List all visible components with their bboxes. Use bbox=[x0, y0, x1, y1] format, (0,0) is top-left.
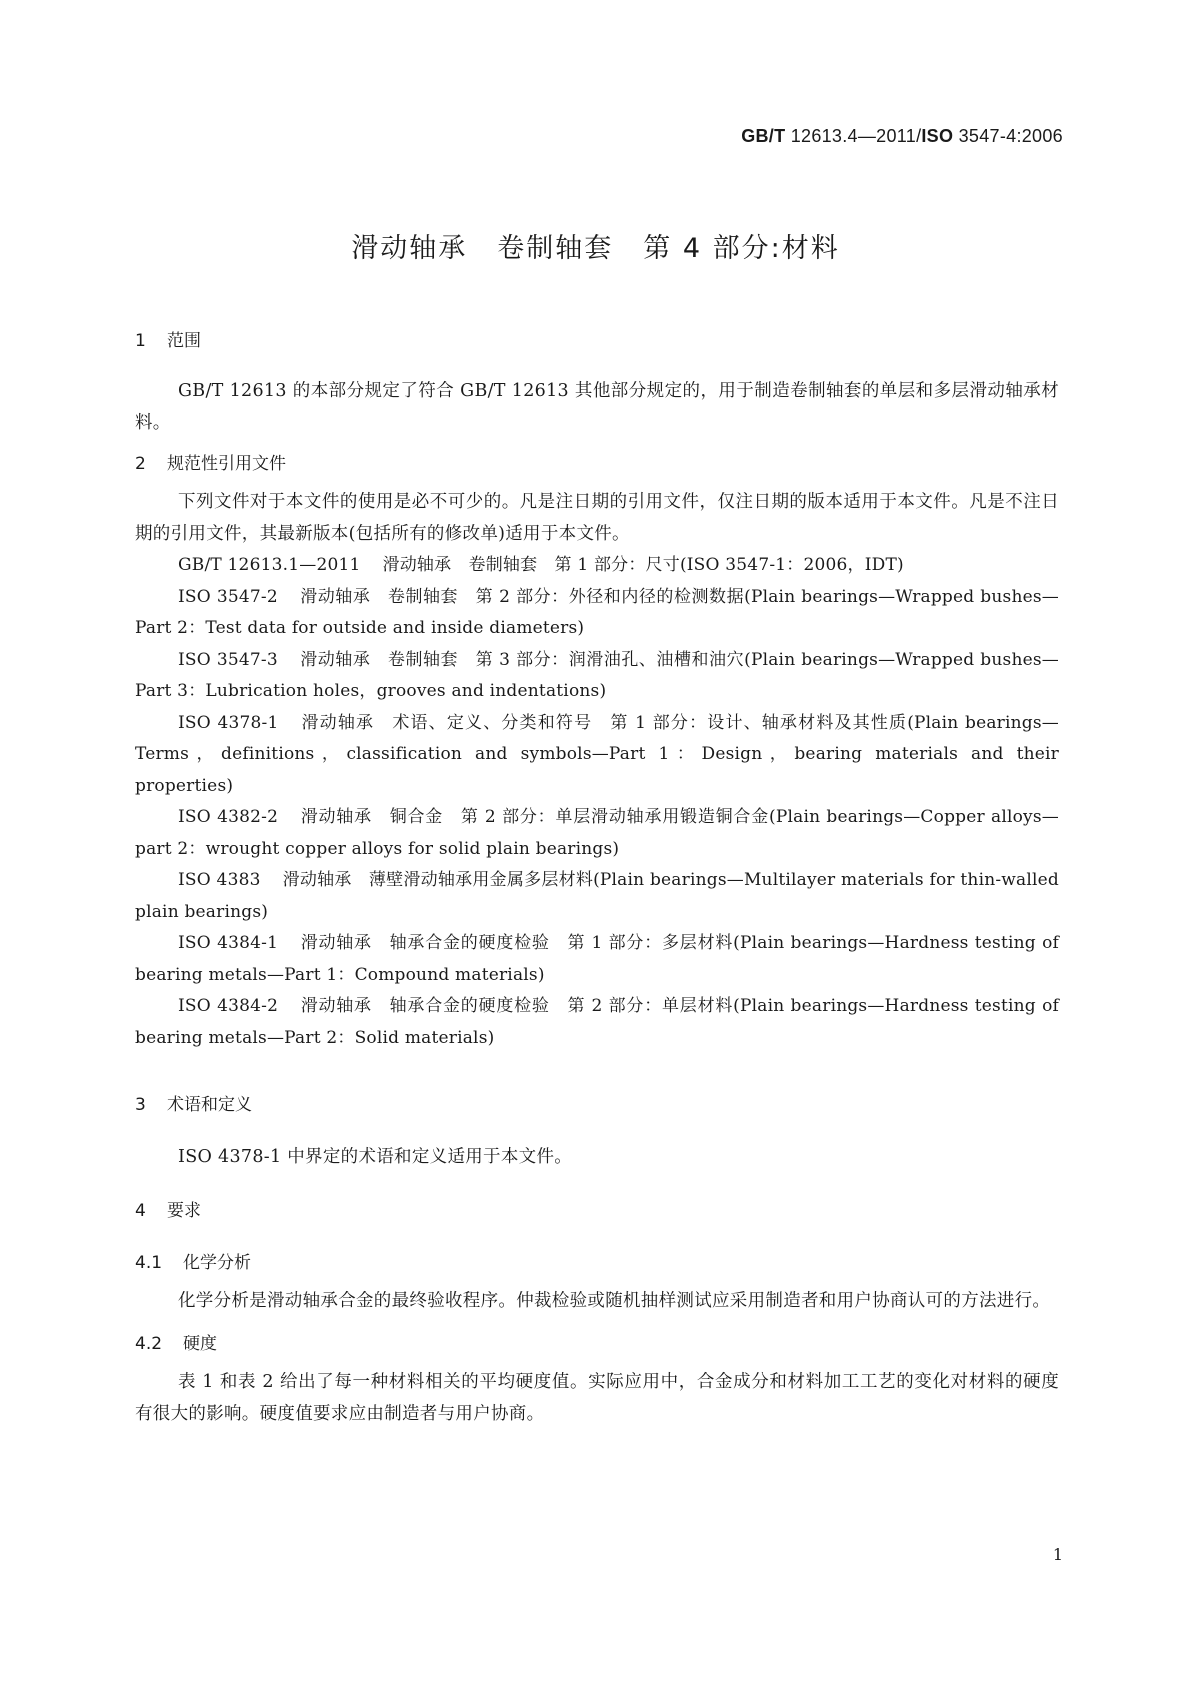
gb-number: 12613.4—2011/ bbox=[785, 126, 922, 146]
reference-item: ISO 4384-2 滑动轴承 轴承合金的硬度检验 第 2 部分：单层材料(Plain bearings—Hardness testing of bearing metals—Part 2：Solid materials) bbox=[135, 996, 1060, 1048]
iso-number: 3547-4:2006 bbox=[953, 126, 1063, 146]
reference-item: ISO 3547-2 滑动轴承 卷制轴套 第 2 部分：外径和内径的检测数据(Plain bearings—Wrapped bushes—Part 2：Test data for outside and inside diameters) bbox=[135, 586, 1059, 638]
reference-item: ISO 4383 滑动轴承 薄壁滑动轴承用金属多层材料(Plain bearings—Multilayer materials for thin-walled plain bearings) bbox=[135, 870, 1059, 922]
document-body bbox=[135, 328, 1059, 1430]
section-3-heading: 3 术语和定义 bbox=[135, 1095, 252, 1115]
section-4-1-text: 化学分析是滑动轴承合金的最终验收程序。仲裁检验或随机抽样测试应采用制造者和用户协商认可的方法进行。 bbox=[178, 1290, 1051, 1311]
section-1-heading: 1 范围 bbox=[135, 331, 201, 351]
iso-prefix: ISO bbox=[921, 126, 954, 146]
section-2-heading: 2 规范性引用文件 bbox=[135, 454, 286, 474]
reference-item: ISO 4378-1 滑动轴承 术语、定义、分类和符号 第 1 部分：设计、轴承材料及其性质(Plain bearings—Terms，definitions，classification and symbols—Part 1：Design，bearing materials and their properties) bbox=[135, 712, 1059, 796]
section-3-text: ISO 4378-1 中界定的术语和定义适用于本文件。 bbox=[178, 1147, 573, 1167]
reference-item: ISO 4384-1 滑动轴承 轴承合金的硬度检验 第 1 部分：多层材料(Plain bearings—Hardness testing of bearing metals—Part 1：Compound materials) bbox=[135, 933, 1060, 985]
title-part2: 卷制轴套 bbox=[497, 233, 614, 264]
section-4-heading: 4 要求 bbox=[135, 1200, 201, 1221]
gb-prefix: GB/T bbox=[741, 126, 786, 146]
section-1-text: GB/T 12613 的本部分规定了符合 GB/T 12613 其他部分规定的，用于制造卷制轴套的单层和多层滑动轴承材料。 bbox=[135, 381, 1059, 433]
standard-code bbox=[741, 126, 1063, 147]
reference-item: ISO 4382-2 滑动轴承 铜合金 第 2 部分：单层滑动轴承用锻造铜合金(Plain bearings—Copper alloys—part 2：wrought copper alloys for solid plain bearings) bbox=[135, 807, 1059, 859]
section-4-2-heading: 4.2 硬度 bbox=[135, 1334, 217, 1354]
reference-item: GB/T 12613.1—2011 滑动轴承 卷制轴套 第 1 部分：尺寸(ISO 3547-1：2006，IDT) bbox=[178, 555, 904, 575]
title-part3: 第 4 部分:材料 bbox=[643, 233, 840, 264]
section-2-intro: 下列文件对于本文件的使用是必不可少的。凡是注日期的引用文件，仅注日期的版本适用于本文件。凡是不注日期的引用文件，其最新版本(包括所有的修改单)适用于本文件。 bbox=[135, 492, 1059, 544]
document-title bbox=[0, 226, 1191, 265]
reference-item: ISO 3547-3 滑动轴承 卷制轴套 第 3 部分：润滑油孔、油槽和油穴(Plain bearings—Wrapped bushes—Part 3：Lubrication holes，grooves and indentations) bbox=[135, 649, 1059, 701]
page-number: 1 bbox=[1052, 1545, 1063, 1564]
title-part1: 滑动轴承 bbox=[351, 233, 468, 264]
section-4-1-heading: 4.1 化学分析 bbox=[135, 1252, 251, 1273]
section-4-2-text: 表 1 和表 2 给出了每一种材料相关的平均硬度值。实际应用中，合金成分和材料加工工艺的变化对材料的硬度有很大的影响。硬度值要求应由制造者与用户协商。 bbox=[135, 1372, 1059, 1424]
